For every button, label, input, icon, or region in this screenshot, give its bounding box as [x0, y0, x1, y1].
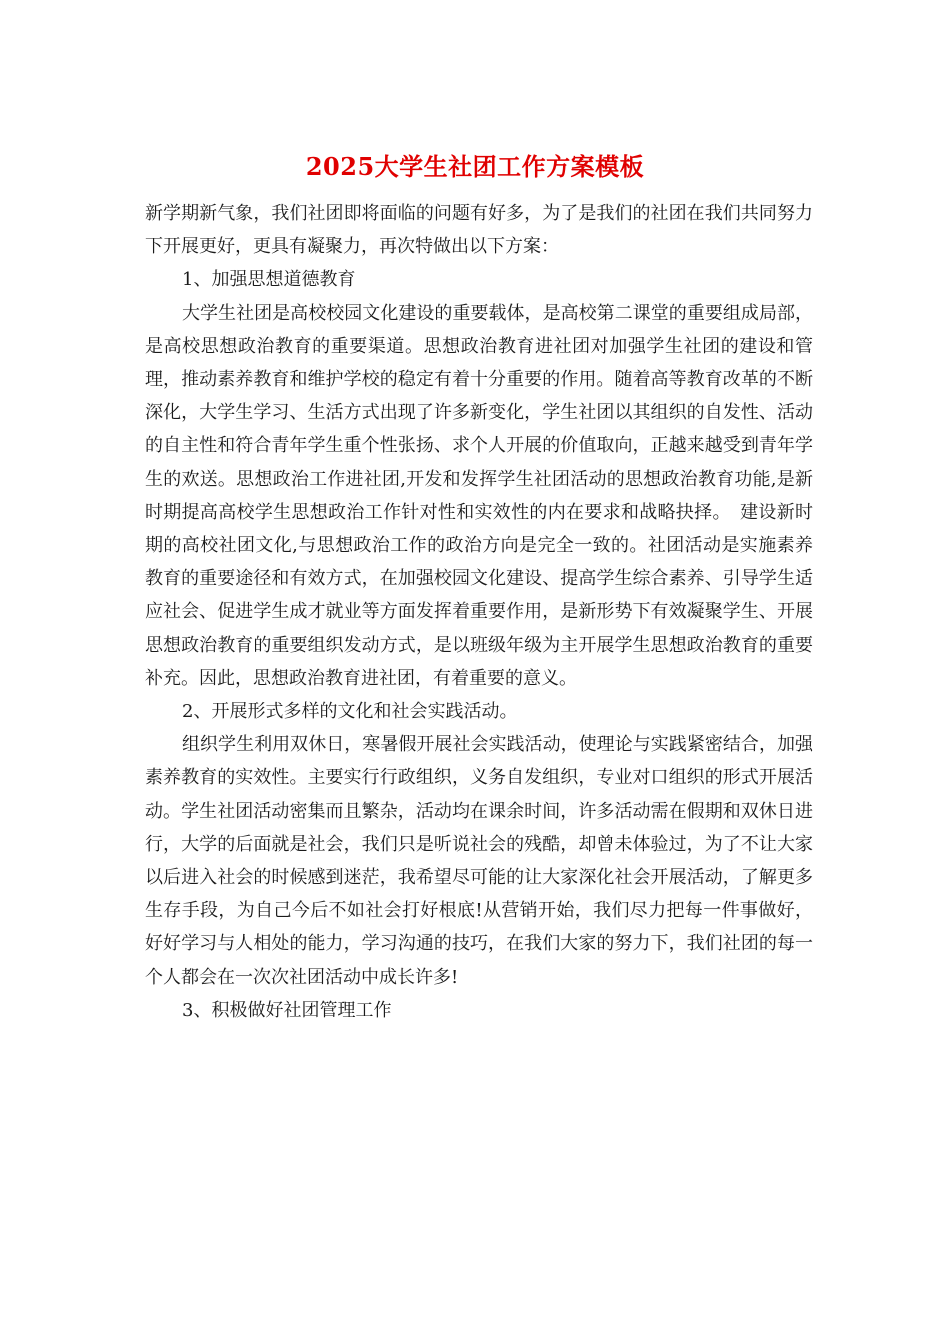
document-title: 2025大学生社团工作方案模板: [305, 152, 645, 181]
intro-paragraph: 新学期新气象，我们社团即将面临的问题有好多，为了是我们的社团在我们共同努力下开展更好，更具有凝聚力，再次特做出以下方案：: [145, 203, 813, 258]
section-heading-1: 1、加强思想道德教育: [182, 269, 356, 291]
section-paragraph-2: 组织学生利用双休日，寒暑假开展社会实践活动，使理论与实践紧密结合，加强素养教育的实效性。主要实行行政组织，义务自发组织，专业对口组织的形式开展活动。学生社团活动密集而且繁杂，活动均在课余时间，许多活动需在假期和双休日进行，大学的后面就是社会，我们只是听说社会的残酷，却曾未体验过，为了不让大家以后进入社会的时候感到迷茫，我希望尽可能的让大家深化社会开展活动，了解更多生存手段，为自己今后不如社会打好根底!从营销开始，我们尽力把每一件事做好，好好学习与人相处的能力，学习沟通的技巧，在我们大家的努力下，我们社团的每一个人都会在一次次社团活动中成长许多!: [145, 734, 813, 988]
section-paragraph-1: 大学生社团是高校校园文化建设的重要载体，是高校第二课堂的重要组成局部，是高校思想政治教育的重要渠道。思想政治教育进社团对加强学生社团的建设和管理，推动素养教育和维护学校的稳定有着十分重要的作用。随着高等教育改革的不断深化，大学生学习、生活方式出现了许多新变化，学生社团以其组织的自发性、活动的自主性和符合青年学生重个性张扬、求个人开展的价值取向，正越来越受到青年学生的欢送。思想政治工作进社团,开发和发挥学生社团活动的思想政治教育功能,是新时期提高高校学生思想政治工作针对性和实效性的内在要求和战略抉择。 建设新时期的高校社团文化,与思想政治工作的政治方向是完全一致的。社团活动是实施素养教育的重要途径和有效方式，在加强校园文化建设、提高学生综合素养、引导学生适应社会、促进学生成才就业等方面发挥着重要作用，是新形势下有效凝聚学生、开展思想政治教育的重要组织发动方式，是以班级年级为主开展学生思想政治教育的重要补充。因此，思想政治教育进社团，有着重要的意义。: [145, 302, 813, 689]
section-heading-2: 2、开展形式多样的文化和社会实践活动。: [182, 701, 518, 723]
document-body: [145, 197, 813, 1027]
section-heading-3: 3、积极做好社团管理工作: [182, 999, 392, 1021]
